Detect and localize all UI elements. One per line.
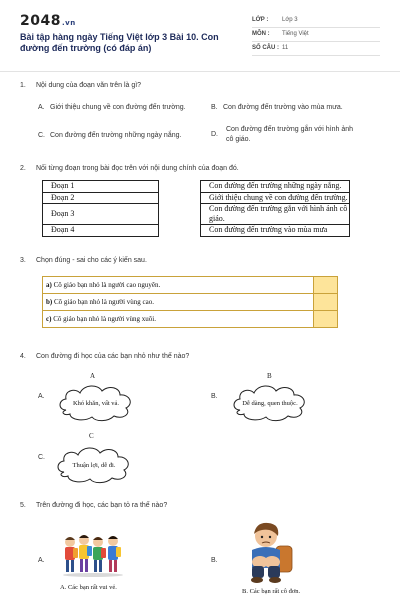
question-number: 5. bbox=[20, 502, 26, 509]
cloud-text: Dễ dàng, quen thuộc. bbox=[242, 400, 298, 407]
question-2 bbox=[20, 165, 239, 172]
meta-row-grade bbox=[252, 14, 380, 28]
table-gap bbox=[159, 192, 201, 204]
table-cell-right[interactable]: Con đường đến trường những ngày nắng. bbox=[201, 181, 350, 193]
meta-value: 11 bbox=[282, 45, 289, 51]
question-5 bbox=[20, 502, 167, 509]
logo-sub: .vn bbox=[61, 19, 76, 27]
question-text: Nội dung của đoạn văn trên là gì? bbox=[36, 82, 142, 89]
sad-boy-illustration bbox=[242, 520, 296, 586]
option-label: A. bbox=[38, 104, 45, 111]
meta-value: Tiếng Việt bbox=[282, 31, 309, 37]
table-row bbox=[43, 311, 338, 328]
question-3 bbox=[20, 257, 147, 264]
option-label: C. bbox=[38, 132, 45, 139]
cloud-letter: B bbox=[267, 372, 272, 380]
question-text: Con đường đi học của các bạn nhỏ như thế nào? bbox=[36, 353, 190, 360]
table-cell-right[interactable]: Con đường đến trường gắn với hình ảnh cô giáo. bbox=[201, 204, 350, 225]
statement-cell: a) Cô giáo bạn nhỏ là người cao nguyên. bbox=[43, 277, 314, 294]
document-title: Bài tập hàng ngày Tiếng Việt lớp 3 Bài 10. Con đường đến trường (có đáp án) bbox=[20, 32, 219, 53]
table-cell-right[interactable]: Con đường đến trường vào mùa mưa bbox=[201, 225, 350, 237]
answer-box[interactable] bbox=[314, 294, 338, 311]
q4-option-b-label[interactable]: B. bbox=[211, 393, 218, 400]
option-text: Giới thiệu chung về con đường đến trường. bbox=[50, 104, 186, 111]
cloud-letter: C bbox=[89, 432, 94, 440]
cloud-text: Thuận lợi, dễ đi. bbox=[72, 462, 116, 469]
table-cell-left[interactable]: Đoạn 4 bbox=[43, 225, 159, 237]
meta-value: Lớp 3 bbox=[282, 17, 298, 23]
question-number: 2. bbox=[20, 165, 26, 172]
question-text: Trên đường đi học, các bạn tỏ ra thế nào? bbox=[36, 502, 168, 509]
statement-cell: b) Cô giáo bạn nhỏ là người vùng cao. bbox=[43, 294, 314, 311]
q1-option-a[interactable] bbox=[38, 103, 186, 113]
meta-row-subject bbox=[252, 28, 380, 42]
q4-option-a-label[interactable]: A. bbox=[38, 393, 45, 400]
table-row bbox=[43, 181, 350, 193]
true-false-table bbox=[42, 276, 338, 328]
q5-caption-b: B. Các bạn rất cô đơn. bbox=[242, 588, 301, 595]
meta-key: LỚP : bbox=[252, 17, 269, 23]
site-logo[interactable] bbox=[20, 13, 76, 29]
table-row bbox=[43, 277, 338, 294]
question-1 bbox=[20, 82, 141, 89]
table-row bbox=[43, 225, 350, 237]
table-row bbox=[43, 204, 350, 225]
table-gap bbox=[159, 204, 201, 225]
option-text: Con đường đến trường gắn với hình ảnh cô giáo. bbox=[226, 126, 354, 143]
question-number: 4. bbox=[20, 353, 26, 360]
matching-table bbox=[42, 180, 350, 237]
option-text: Con đường đến trường vào mùa mưa. bbox=[223, 104, 343, 111]
meta-key: MÔN : bbox=[252, 31, 270, 37]
question-4 bbox=[20, 353, 189, 360]
q1-option-c[interactable] bbox=[38, 131, 181, 141]
q1-option-d[interactable] bbox=[211, 125, 361, 145]
question-text: Nối từng đoạn trong bài đọc trên với nội dung chính của đoạn đó. bbox=[36, 165, 239, 172]
q5-option-a-label[interactable]: A. bbox=[38, 557, 45, 564]
question-text: Chọn đúng - sai cho các ý kiến sau. bbox=[36, 257, 147, 264]
q5-caption-a: A. Các bạn rất vui vẻ. bbox=[60, 584, 117, 591]
option-label: B. bbox=[211, 104, 218, 111]
q4-option-c-label[interactable]: C. bbox=[38, 454, 45, 461]
option-text: Con đường đến trường những ngày nắng. bbox=[50, 132, 182, 139]
table-cell-left[interactable]: Đoạn 1 bbox=[43, 181, 159, 193]
page-header bbox=[0, 0, 400, 72]
table-gap bbox=[159, 225, 201, 237]
logo-main: 2048 bbox=[20, 13, 61, 29]
table-row bbox=[43, 192, 350, 204]
cloud-letter: A bbox=[90, 372, 96, 380]
question-number: 3. bbox=[20, 257, 26, 264]
table-gap bbox=[159, 181, 201, 193]
q1-option-b[interactable] bbox=[211, 103, 343, 113]
statement-cell: c) Cô giáo bạn nhỏ là người vùng xuôi. bbox=[43, 311, 314, 328]
table-cell-left[interactable]: Đoạn 3 bbox=[43, 204, 159, 225]
meta-key: SỐ CÂU : bbox=[252, 45, 279, 51]
q5-option-b-label[interactable]: B. bbox=[211, 557, 218, 564]
cloud-text: Khó khăn, vất vả. bbox=[72, 400, 120, 407]
question-number: 1. bbox=[20, 82, 26, 89]
table-cell-left[interactable]: Đoạn 2 bbox=[43, 192, 159, 204]
answer-box[interactable] bbox=[314, 311, 338, 328]
answer-box[interactable] bbox=[314, 277, 338, 294]
option-label: D. bbox=[211, 131, 218, 138]
happy-kids-illustration bbox=[60, 530, 126, 578]
table-row bbox=[43, 294, 338, 311]
table-cell-right[interactable]: Giới thiệu chung về con đường đến trường. bbox=[201, 192, 350, 204]
meta-row-count bbox=[252, 42, 380, 56]
